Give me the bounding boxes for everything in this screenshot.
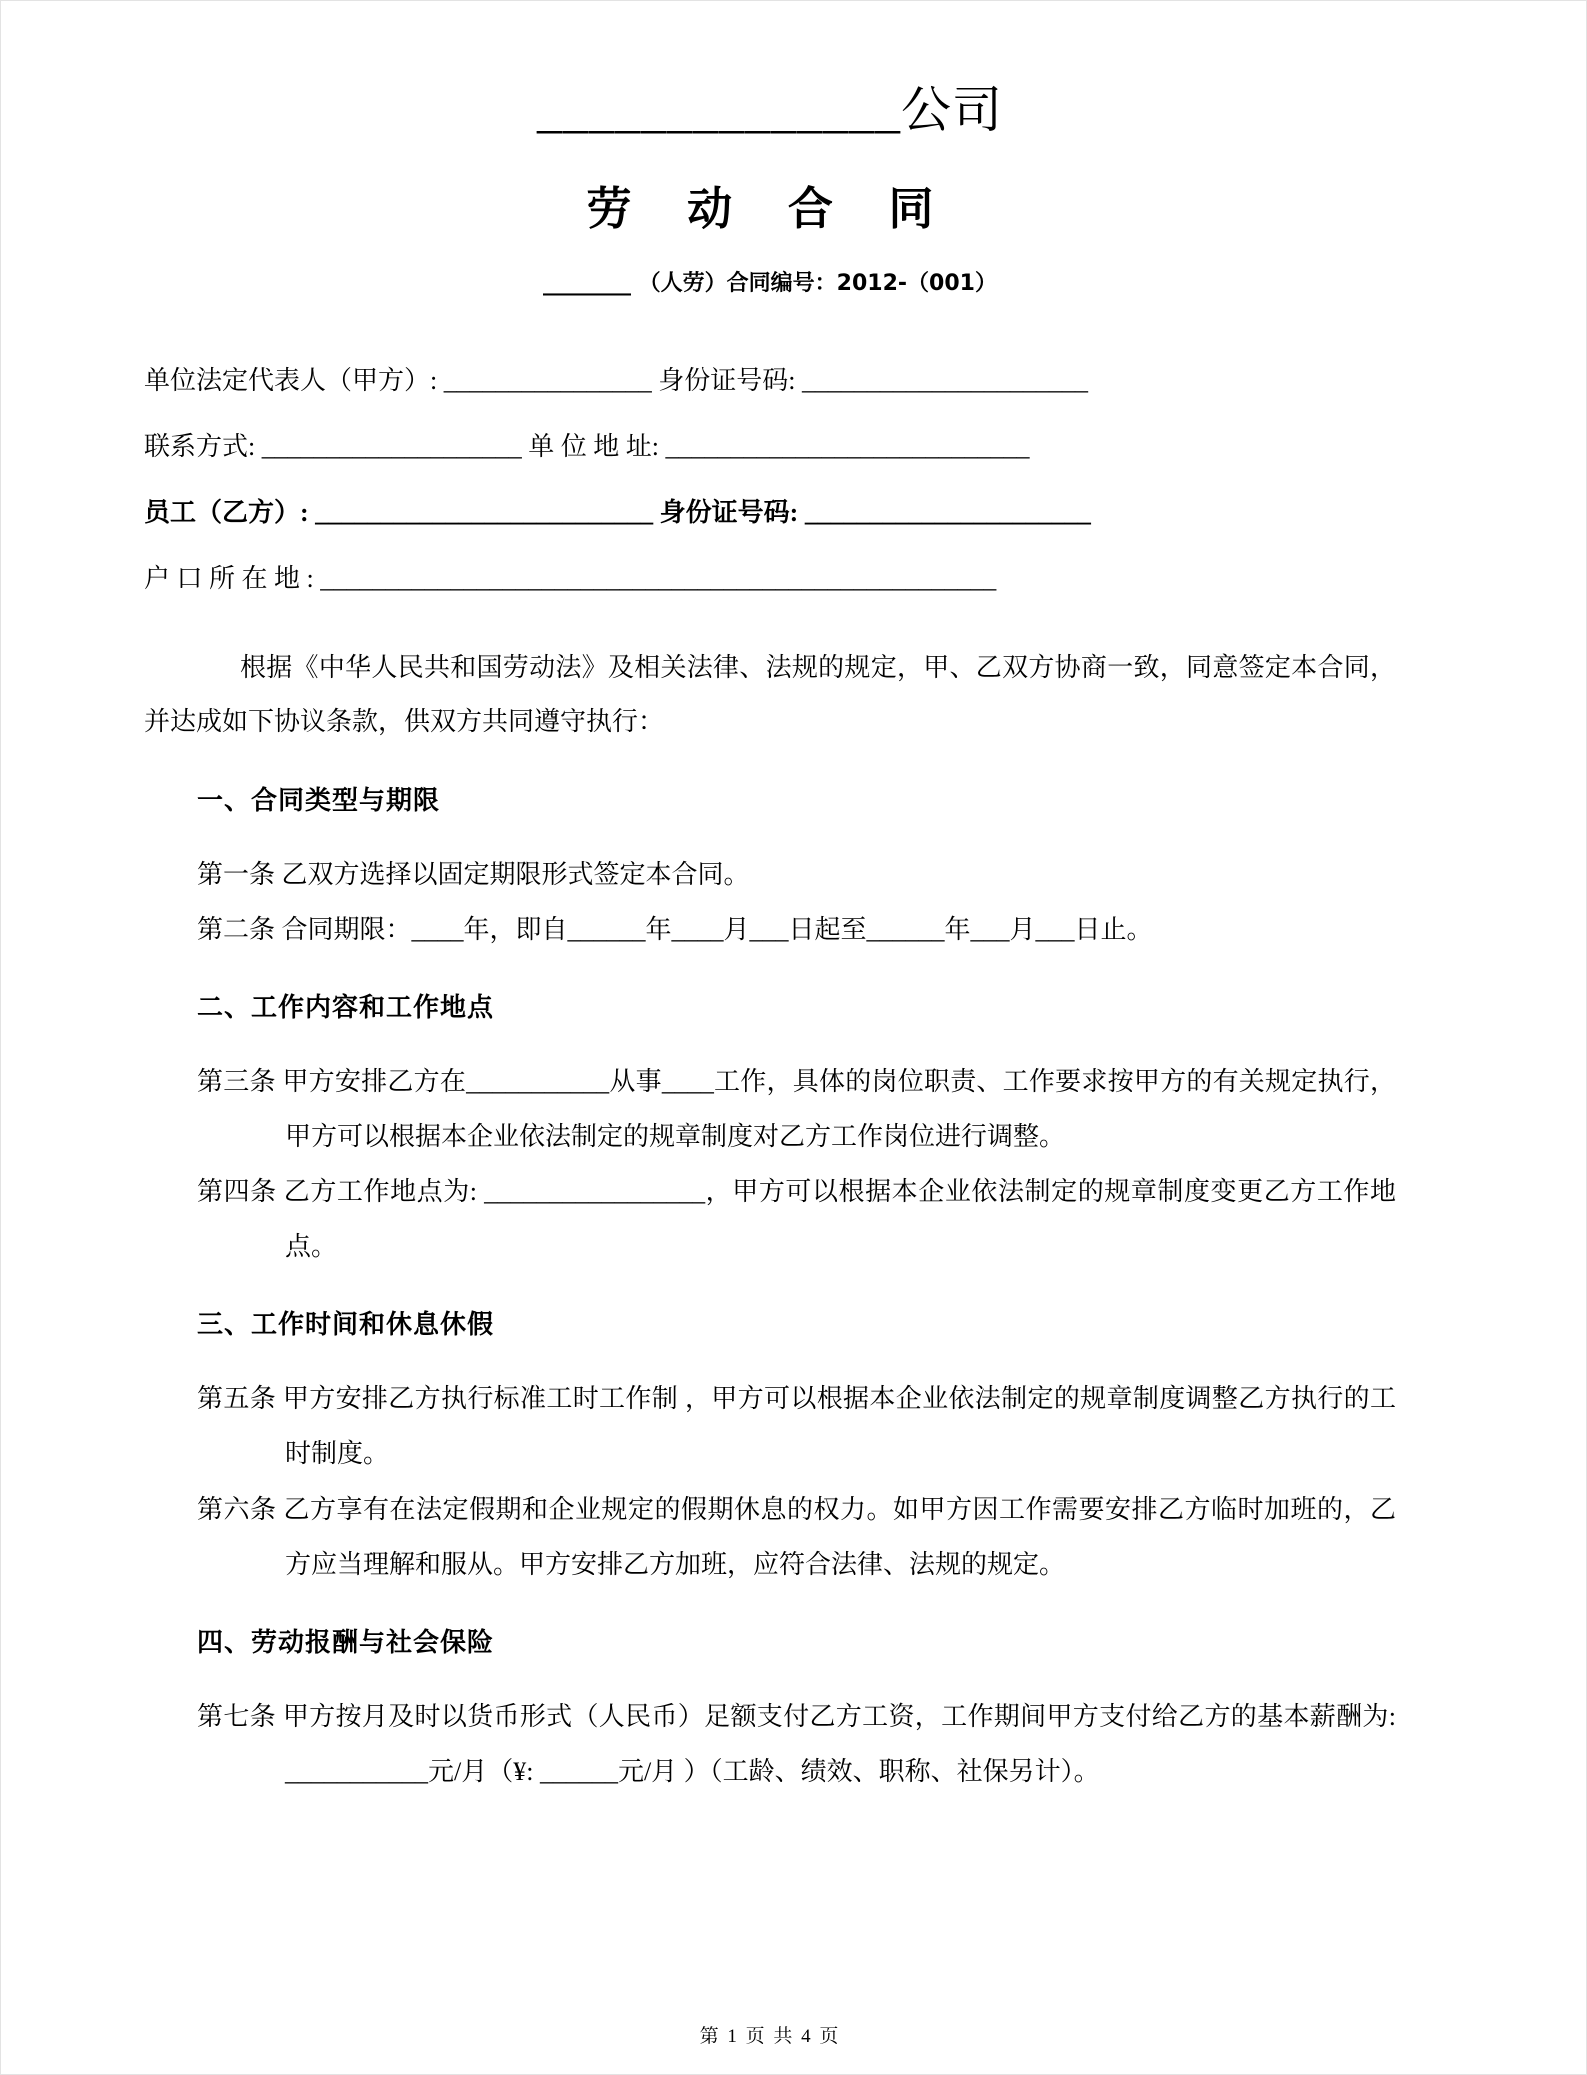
party-info-block bbox=[144, 361, 1396, 625]
document-title: 劳 动 合 同 bbox=[586, 181, 954, 235]
party-line-contact-address: 联系方式: ____________________ 单 位 地 址: ____________________________ bbox=[144, 431, 1030, 461]
section-3-heading: 三、工作时间和休息休假 bbox=[197, 1310, 495, 1341]
article-4: 第四条 乙方工作地点为: _________________，甲方可以根据本企业依法制定的规章制度变更乙方工作地点。 bbox=[197, 1177, 1396, 1262]
article-7: 第七条 甲方按月及时以货币形式（人民币）足额支付乙方工资，工作期间甲方支付给乙方的基本薪酬为: ___________元/月（¥: ______元/月 ）（工龄、绩效、职称、社保另计）。 bbox=[197, 1701, 1396, 1786]
party-line-employee: 员工（乙方）: __________________________ 身份证号码: ______________________ bbox=[144, 497, 1091, 527]
intro-paragraph: 根据《中华人民共和国劳动法》及相关法律、法规的规定，甲、乙双方协商一致，同意签定本合同，并达成如下协议条款，供双方共同遵守执行： bbox=[144, 652, 1396, 737]
article-1: 第一条 乙双方选择以固定期限形式签定本合同。 bbox=[197, 859, 750, 889]
section-2-heading: 二、工作内容和工作地点 bbox=[197, 992, 495, 1023]
article-2: 第二条 合同期限：____年，即自______年____月___日起至______年___月___日止。 bbox=[197, 914, 1153, 944]
company-name-blank-line: ______________公司 bbox=[537, 82, 1003, 138]
contract-number-line: ________ （人劳）合同编号：2012-（001） bbox=[543, 270, 997, 296]
section-4-heading: 四、劳动报酬与社会保险 bbox=[197, 1627, 495, 1658]
page-number-footer: 第 1 页 共 4 页 bbox=[699, 2026, 841, 2047]
section-1-heading: 一、合同类型与期限 bbox=[197, 785, 441, 816]
article-6: 第六条 乙方享有在法定假期和企业规定的假期休息的权力。如甲方因工作需要安排乙方临时加班的，乙方应当理解和服从。甲方安排乙方加班，应符合法律、法规的规定。 bbox=[197, 1494, 1396, 1579]
party-line-household-registration: 户 口 所 在 地 : ____________________________________________________ bbox=[144, 563, 997, 593]
party-line-legal-representative: 单位法定代表人（甲方）: ________________ 身份证号码: ______________________ bbox=[144, 365, 1088, 395]
article-5: 第五条 甲方安排乙方执行标准工时工作制 ，甲方可以根据本企业依法制定的规章制度调整乙方执行的工时制度。 bbox=[197, 1384, 1396, 1469]
article-3: 第三条 甲方安排乙方在___________从事____工作，具体的岗位职责、工作要求按甲方的有关规定执行，甲方可以根据本企业依法制定的规章制度对乙方工作岗位进行调整。 bbox=[197, 1066, 1396, 1152]
